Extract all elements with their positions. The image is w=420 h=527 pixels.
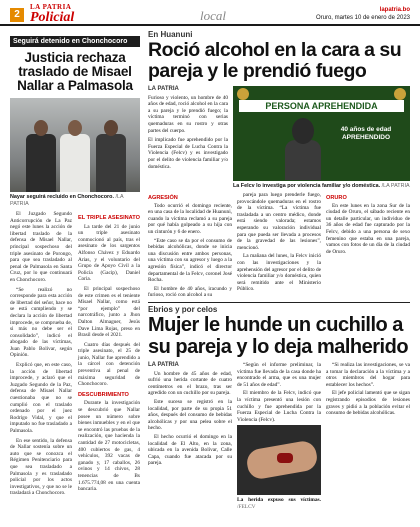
text-column xyxy=(237,362,321,511)
paragraph: La tarde del 21 de junio un triple asesinato conmocionó al país, tras el asesinato de los sargentos Alfonso Chávez y Eduardo Arias, y el voluntario del Grupo de Apoyo Civil a la Policía (Gacip), Daniel Coria. xyxy=(78,223,140,283)
left-article xyxy=(10,30,140,500)
subheading: EL TRIPLE ASESINATO xyxy=(78,215,140,221)
paragraph: El hombre de 40 años, iracundo y furioso, roció con alcohol a su xyxy=(148,285,232,299)
text-column xyxy=(237,192,321,301)
photo-caption: La Felcv lo investiga por violencia familiar y/o doméstica. /LA PATRIA xyxy=(233,183,410,189)
person-figure xyxy=(24,118,58,192)
article-headline: Justicia rechaza traslado de Misael Nallar a Palmasola xyxy=(17,50,133,93)
page-number: 2 xyxy=(10,8,24,22)
article-headline: Roció alcohol en la cara a su pareja y le prendió fuego xyxy=(148,39,402,82)
site-url[interactable]: lapatria.bo xyxy=(379,7,410,13)
paragraph: El implicado fue aprehendido por la Fuerza Especial de Lucha Contra la Violencia (Felcv) y es investigado por el delito de violencia familiar y/o doméstica. xyxy=(148,137,228,170)
paragraph: Explicó que, en este caso, la acción de libertad improcede, y aclaró que el Juzgado Segundo de la Paz, defensa de Misael Nallar cuestionaba que no se cumplió con el traslado ordenado por el juez Rodrigo Vidal, y que el imputado no fue trasladado a Palmasola. xyxy=(10,362,72,434)
suspect-silhouette xyxy=(283,118,323,178)
paragraph: pareja para luego prenderle fuego, provocándole quemaduras en el rostro de la víctima. “La víctima fue trasladada a un centro médico, donde está siendo valorada; estamos esperando su valoración individual para que pueda ser llevada a procesos de la gravedad de las lesiones”, mencionó. xyxy=(237,192,321,251)
header-meta xyxy=(316,6,410,22)
paragraph: Todo ocurrió el domingo reciente, en una casa de la localidad de Huanuni, cuando la víctima reclamó a su pareja por qué había golpeado a su hija con un cinturón y 6 de enero. xyxy=(148,202,232,235)
paragraph: “Se realizó no corresponde para esta acción de libertad del señor, hace no se está cumpliendo y se declara la acción de libertad improcede, se comprueba de, si más no debe ser el consolidado”, indicó el abogado de las víctimas, Juan Pablo Bolivar, según Opinión. xyxy=(10,286,72,359)
paragraph: El principal sospechoso de este crimen es el teniente Misael Nallar, como está “por ejemplo” del narcotráfico, junto a Jhon Dalton Almaguer, Jesús Dave Lima Rojas, preso en Brasil desde el 2021. xyxy=(78,285,140,339)
paragraph: La mañana del lunes, la Felcv inició con las investigaciones y la aprehensión del agresor por el delito de violencia familiar y/o doméstica, quien será remitido ante el Ministerio Público. xyxy=(237,253,321,293)
text-column xyxy=(326,362,410,511)
paragraph: “Si realiza las investigaciones, se va a tomar la declaración a la víctima y a otros miembros del hogar para establecer los hechos”. xyxy=(326,362,410,388)
photo-caption: Nayar seguirá recluido en Chonchocoro. /LA PATRIA xyxy=(10,194,124,207)
brand-top: LA PATRIA xyxy=(30,3,72,11)
text-column xyxy=(78,211,140,500)
paragraph: Durante la investigación se descubrió que Nallar posee un número sobre bienes inmuebles y en el que se encontró las pruebas de la realización, que hacienda la cantidad de 27 motocicletas, 400 cubiertos de gas, 4 vehículos, 392 vacas de ganado y, 17 caballos, 26 ovinos y 14 chivos, 28 tenencias de Bs 1.675.774,08 en una cuenta bancaria. xyxy=(78,400,140,493)
article-kicker: Seguirá detenido en Chonchocoro xyxy=(10,36,140,47)
text-column xyxy=(148,362,232,511)
police-seal-icon xyxy=(237,88,249,100)
top-article xyxy=(148,30,410,301)
text-column xyxy=(148,86,228,189)
wound-photo xyxy=(237,425,321,495)
paragraph: Este suceso se registró en la localidad, por parte de su propia 51 años, después del consumo de bebidas alcohólicas y por una pelea sobre el hecho. xyxy=(148,398,232,432)
text-column xyxy=(148,192,232,301)
suspect-info: 40 años de edad APREHENDIDO xyxy=(340,126,392,141)
section-divider xyxy=(148,302,410,303)
byline: LA PATRIA xyxy=(148,86,179,92)
subheading: AGRESIÓN xyxy=(148,195,178,201)
subheading: DESCUBRIMIENTO xyxy=(78,391,129,398)
issue-date: Oruro, martes 10 de enero de 2023 xyxy=(315,15,410,21)
paragraph: El Juzgado Segundo Anticorrupción de La Paz negó este lunes la acción de libertad traslado de la defensa de Misael Nallar, principal sospechoso del triple asesinato de Porongo, para que sea trasladado al penal de Palmasola en Santa Cruz, por lo que continuará en Chonchocoro. xyxy=(10,211,72,283)
person-figure xyxy=(94,118,128,192)
photo-caption: La herida expuso sus víctimas. /FELCV xyxy=(237,497,321,510)
paragraph: Cuatro días después del triple asesinato, el 25 de junio, Nallar fue aprendido a la cárcel con detención preventiva al penal de máxima seguridad de Chonchocoro. xyxy=(78,341,140,388)
article-headline: Mujer le hunde un cuchillo a su pareja y lo deja malherido xyxy=(148,314,409,358)
paragraph: Un hombre de 45 años de edad, sufrió una herida cortante de cuatro centímetros en el brazo, tras ser agredido con un cuchillo por su pareja. xyxy=(148,370,232,397)
subheading: ORURO xyxy=(326,195,347,201)
paragraph: “Este caso se da por el consumo de bebidas alcohólicas, donde se inicia una discusión entre ambos personas, una víctima con su agresor y luego a la agresión física”, indicó el director departamental de la Felcv, coronel José Rocha. xyxy=(148,237,232,284)
article-photo xyxy=(10,98,140,192)
paragraph: El hecho ocurrió el domingo en la localidad de El Alto, en la zona, ubicada en la avenida Bolívar, Calle Capa, cuando fue atacada por su pareja. xyxy=(148,433,232,467)
bottom-article xyxy=(148,305,410,511)
paragraph: “Según el informe preliminar, la víctima fue llevada de la casa donde ha encontrado el arma, que es una mujer de 51 años de edad”. xyxy=(237,362,321,388)
police-seal-icon xyxy=(394,88,406,100)
article-location: En Huanuni xyxy=(148,30,193,39)
page-header xyxy=(0,0,420,26)
text-column xyxy=(326,192,410,301)
persona-banner: PERSONA APREHENDIDA xyxy=(239,100,404,112)
section-label: local xyxy=(200,8,226,23)
paragraph: El jefe policial lamentó que se sigan registrando episodios de lesiones graves y pidió a la población evitar el consumo de bebidas alcohólicas. xyxy=(326,390,410,417)
byline: LA PATRIA xyxy=(148,362,179,368)
paragraph: En ese sentido, la defensa de Nallar sostenía sobre un auto que se conozca el Régimen Penitenciario para que sea trasladado a Palmasola y es trasladado policial por los actos investigativos, y que no se le trasladará a Chonchocoro. xyxy=(10,437,72,497)
brand-section: Policial xyxy=(30,10,75,25)
suspect-photo xyxy=(233,86,410,181)
lead-paragraph: Furioso y violento, un hombre de 40 años de edad, roció alcohol en la cara a su pareja y le prendió fuego; la víctima terminó con serias quemaduras en su rostro y otras partes del cuerpo. xyxy=(148,94,228,134)
paragraph: En este lunes en la zona Sur de la ciudad de Oruro, el sábado reciente en un detalle particular, un individuo de 36 años de edad fue capturado por la Felcv, debido a una persona de sexo femenino que estaba en una pareja, vamos con fotos de un día de la ciudad de Oruro. xyxy=(326,202,410,255)
text-column xyxy=(10,211,72,500)
newspaper-logo xyxy=(30,4,74,25)
article-location: Ebrios y por celos xyxy=(148,305,218,314)
paragraph: El miembro de la Felcv, indicó que la víctima presentó una lesión con cuchillo y fue aprehendida por la Fuerza Especial de Lucha Contra la Violencia (Felcv). xyxy=(237,390,321,423)
person-figure xyxy=(58,118,92,192)
